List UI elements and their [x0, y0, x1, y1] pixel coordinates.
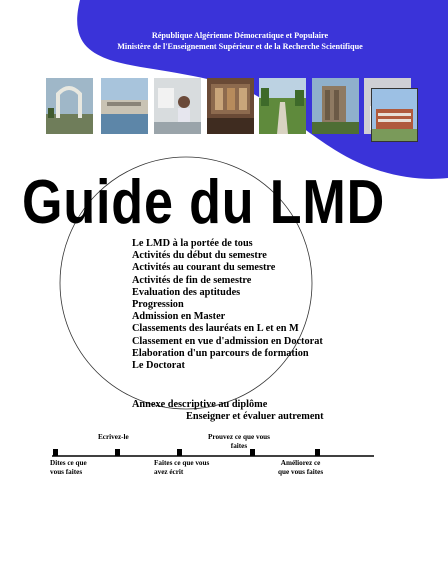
timeline-label-line: Prouvez ce que vous — [208, 433, 270, 441]
toc-item: Activités de fin de semestre — [132, 274, 252, 286]
annex-title: Annexe descriptive au diplôme — [132, 399, 268, 410]
timeline-marker — [315, 449, 320, 456]
document-title: Guide du LMD — [22, 168, 386, 237]
timeline-label-line: que vous faites — [278, 467, 324, 476]
campus-arch-photo — [46, 78, 93, 134]
timeline-label-line: Dites ce que — [50, 459, 87, 467]
campus-building-photo — [101, 78, 148, 134]
annex-subtitle: Enseigner et évaluer autrement — [186, 411, 324, 422]
timeline-label-do — [154, 459, 209, 476]
toc-item: Classement en vue d'admission en Doctorat — [132, 335, 323, 347]
toc-item: Admission en Master — [132, 311, 226, 323]
timeline-marker — [115, 449, 120, 456]
university-tower-photo — [312, 78, 359, 134]
toc-item: Progression — [132, 299, 184, 311]
campus-walkway-photo — [259, 78, 306, 134]
timeline-label-say — [50, 459, 87, 476]
timeline-label-prove — [208, 433, 270, 450]
laboratory-photo — [154, 78, 201, 134]
timeline-label-line: Ecrivez-le — [98, 433, 129, 441]
toc-item: Activités du début du semestre — [132, 250, 267, 262]
country-name: République Algérienne Démocratique et Populaire — [151, 31, 329, 40]
timeline-label-write — [98, 433, 129, 442]
toc-item: Le Doctorat — [132, 360, 185, 372]
toc-item: Evaluation des aptitudes — [132, 286, 241, 298]
library-photo — [207, 78, 254, 134]
ministry-name: Ministère de l'Enseignement Supérieur et de la Recherche Scientifique — [117, 42, 363, 51]
table-of-contents — [132, 238, 323, 372]
toc-item: Classements des lauréats en L et en M — [132, 323, 299, 335]
timeline-label-line: Faites ce que vous — [154, 459, 210, 467]
timeline-label-line: Améliorez ce — [280, 459, 321, 467]
timeline-label-line: vous faites — [50, 467, 83, 476]
timeline-marker — [177, 449, 182, 456]
toc-item: Le LMD à la portée de tous — [132, 238, 253, 249]
timeline-label-line: avez écrit — [154, 467, 184, 476]
timeline-label-improve — [278, 459, 323, 476]
timeline-marker — [53, 449, 58, 456]
toc-item: Activités au courant du semestre — [132, 262, 276, 274]
toc-item: Elaboration d'un parcours de formation — [132, 347, 309, 359]
timeline-marker — [250, 449, 255, 456]
university-building-photo — [371, 88, 418, 142]
timeline-label-line: faites — [230, 441, 248, 450]
